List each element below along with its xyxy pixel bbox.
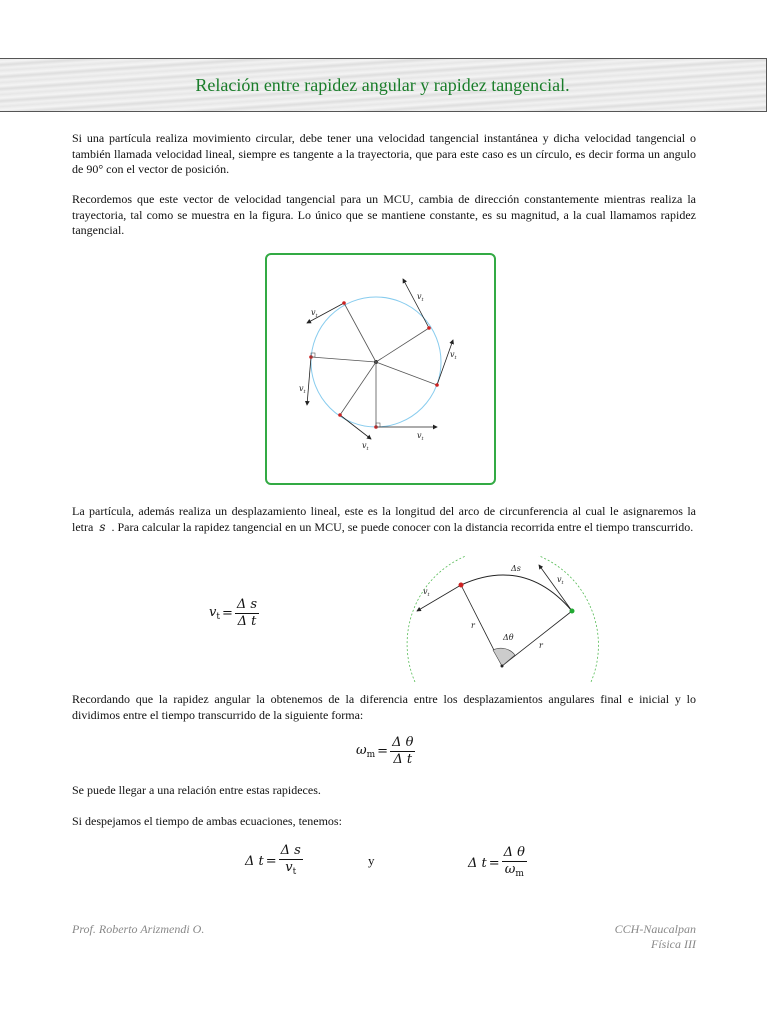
vector-label-end: $v_t$ (557, 575, 564, 586)
vector-label-5: $v_t$ (362, 441, 369, 452)
tangent-vector-end (539, 565, 572, 611)
angle-label: Δθ (503, 633, 514, 642)
vector-label-2: $v_t$ (417, 292, 424, 303)
paragraph-4: Recordando que la rapidez angular la obtenemos de la diferencia entre los desplazamientos angulares final e inicial y lo dividimos entre el tiempo transcurrido de la siguiente forma: (72, 692, 696, 722)
paragraph-2: Recordemos que este vector de velocidad tangencial para un MCU, cambia de dirección constantemente mientras realiza la trayectoria, tal como se muestra en la figura. Lo único que se mantiene constante, es su magnitud, a la cual llamamos rapidez tangencial. (72, 192, 696, 237)
radius-2 (376, 328, 429, 362)
footer-institution: CCH-Naucalpan (614, 922, 696, 936)
point-start (459, 583, 464, 588)
arc-label: Δs (511, 564, 521, 573)
arc-path (461, 575, 572, 611)
vector-label-1: $v_t$ (311, 308, 318, 319)
equation-connector: y (368, 853, 375, 868)
radius-label-1: r (471, 621, 475, 630)
equation-dt-2: Δ t = $\frac{\text{Δ θ}}{\omega_m}$ (468, 845, 526, 879)
radius-3 (376, 362, 437, 385)
equation-vt: $v_t$ = $\frac{\text{Δ s}}{\text{Δ t}}$ (209, 597, 258, 629)
paragraph-5: Se puede llegar a una relación entre estas rapideces. (72, 783, 321, 797)
equation-dt-1: Δ t = $\frac{\text{Δ s}}{v_t}$ (245, 843, 301, 877)
vector-label-4: $v_t$ (417, 431, 424, 442)
paragraph-1: Si una partícula realiza movimiento circular, debe tener una velocidad tangencial instantánea y dicha velocidad tangencial o también llamada velocidad lineal, siempre es tangente a la trayectoria, que para este caso es un círculo, es decir forma un angulo de 90° con el vector de posición. (72, 131, 696, 176)
paragraph-3: La partícula, además realiza un desplazamiento lineal, este es la longitud del arco de circunferencia al cual le asignaremos la letra s . Para calcular la rapidez tangencial en un MCU, se puede conocer con la distancia recorrida entre el tiempo transcurrido. (72, 504, 696, 534)
tangent-vector-2 (403, 279, 429, 328)
vector-label-start: $v_t$ (423, 587, 430, 598)
radius-label-2: r (539, 641, 543, 650)
equation-omega-m: $\omega_m$ = $\frac{\text{Δ θ}}{\text{Δ t}}$ (356, 735, 414, 767)
circular-motion-diagram (267, 255, 494, 483)
vector-label-3: $v_t$ (450, 350, 457, 361)
tangent-vector-6 (307, 357, 311, 405)
radius-6 (311, 357, 376, 362)
paragraph-6: Si despejamos el tiempo de ambas ecuaciones, tenemos: (72, 814, 342, 828)
angle-wedge (493, 648, 515, 666)
page-title: Relación entre rapidez angular y rapidez tangencial. (195, 74, 570, 95)
circular-motion-figure (265, 253, 496, 485)
footer-author: Prof. Roberto Arizmendi O. (72, 922, 205, 936)
inline-variable-s: s (99, 519, 106, 534)
vector-label-6: $v_t$ (299, 384, 306, 395)
footer-course: Física III (651, 937, 696, 951)
point-end (570, 609, 575, 614)
arc-displacement-diagram (405, 556, 605, 682)
radius-5 (340, 362, 376, 415)
tangent-vector-5 (340, 415, 371, 439)
title-band (0, 58, 767, 112)
radius-1 (344, 303, 376, 362)
